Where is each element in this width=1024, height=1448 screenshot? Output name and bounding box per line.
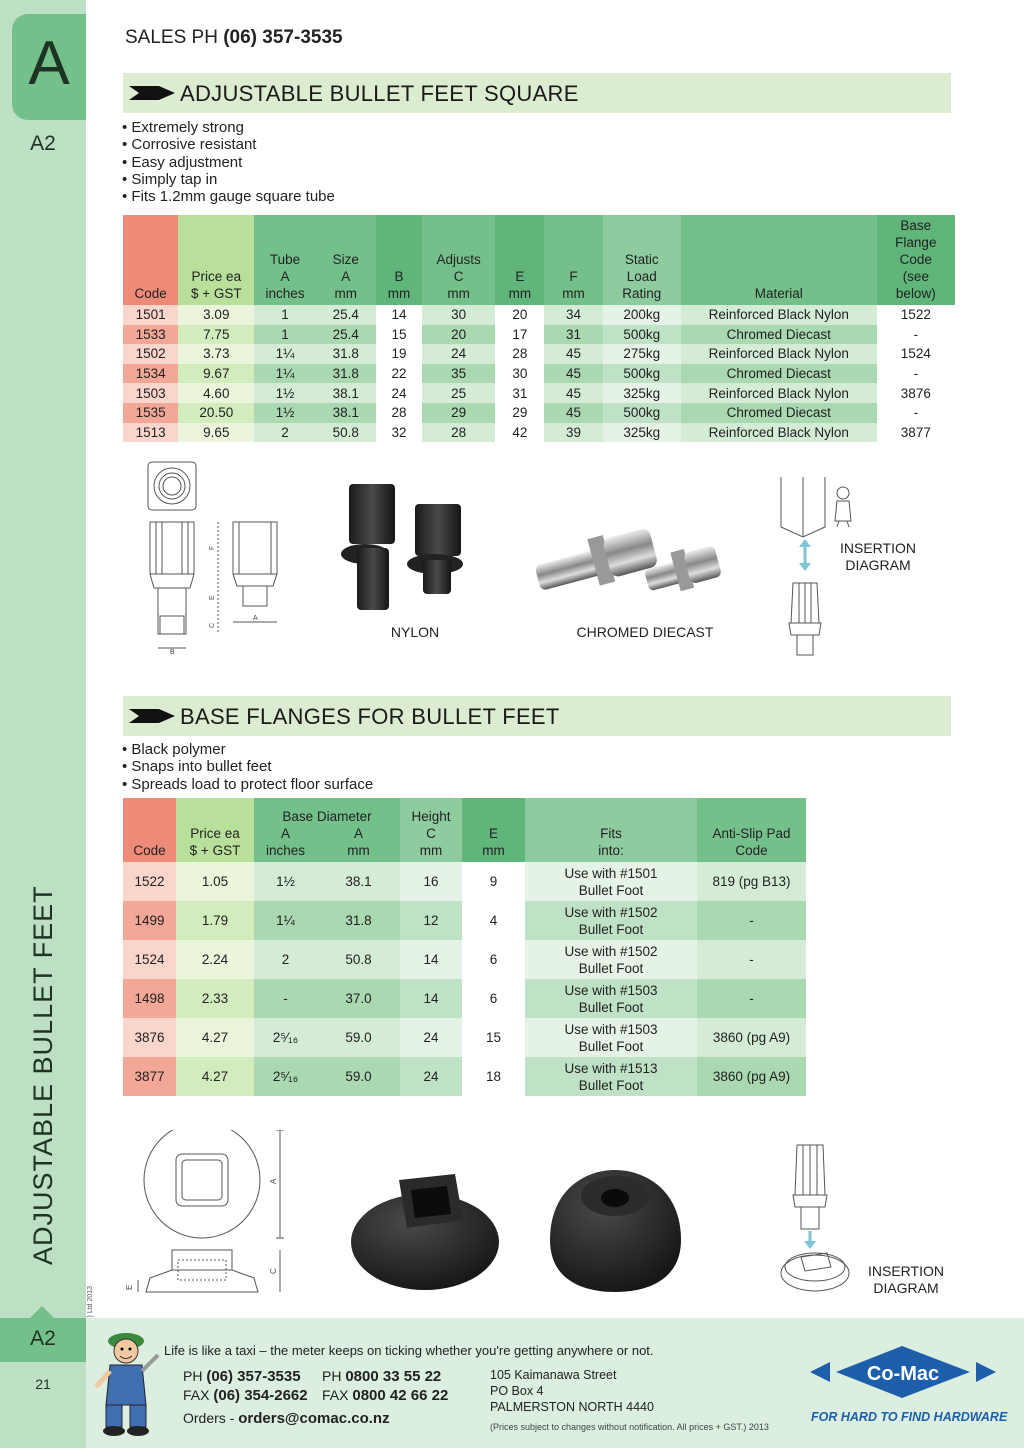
cell-height: 24 xyxy=(400,1018,462,1057)
cell-code: 3877 xyxy=(123,1057,176,1096)
cell-material: Reinforced Black Nylon xyxy=(681,305,877,325)
cell-load: 500kg xyxy=(603,364,681,384)
cell-fits: Use with #1503 Bullet Foot xyxy=(525,979,697,1018)
cell-tube: 1 xyxy=(254,325,315,345)
cell-price: 1.05 xyxy=(176,862,254,901)
cell-base: 3877 xyxy=(900,424,931,440)
header-base-diameter: Base Diameter A inches A mm xyxy=(254,798,400,862)
cell-price: 20.50 xyxy=(178,403,254,423)
cell-load: 275kg xyxy=(603,344,681,364)
cell-base: - xyxy=(913,366,919,382)
feature-list-2 xyxy=(122,741,373,793)
cell-height: 14 xyxy=(400,979,462,1018)
cell-load: 500kg xyxy=(603,403,681,423)
cell-base: - xyxy=(913,405,919,421)
cell-load: 325kg xyxy=(603,383,681,403)
cell-e: 42 xyxy=(512,424,528,440)
cell-pad: - xyxy=(697,940,806,979)
cell-f: 45 xyxy=(544,383,602,403)
dim-label-a: A xyxy=(253,615,258,622)
bullet-foot-dimension-drawing xyxy=(140,458,290,658)
cell-load: 500kg xyxy=(603,325,681,345)
cell-material: Chromed Diecast xyxy=(681,403,877,423)
cell-height: 14 xyxy=(400,940,462,979)
list-item: • Snaps into bullet feet xyxy=(122,758,373,775)
cell-material: Reinforced Black Nylon xyxy=(681,344,877,364)
cell-adjusts: 25 xyxy=(422,383,495,403)
cell-size: 25.4 xyxy=(316,325,376,345)
cell-size: 31.8 xyxy=(316,344,376,364)
cell-material: Reinforced Black Nylon xyxy=(681,423,877,443)
cell-pad: - xyxy=(697,901,806,940)
table-row xyxy=(123,901,806,940)
cell-tube: 1¼ xyxy=(254,364,315,384)
cell-price: 9.67 xyxy=(178,364,254,384)
sales-phone xyxy=(125,27,343,49)
table-row xyxy=(123,423,955,443)
header-static-load: Static Load Rating xyxy=(603,215,681,305)
cell-fits: Use with #1503 Bullet Foot xyxy=(525,1018,697,1057)
cell-inches: 2 xyxy=(254,940,317,979)
cell-pad: - xyxy=(697,979,806,1018)
cell-code: 1498 xyxy=(123,979,176,1018)
cell-b: 24 xyxy=(391,385,407,401)
cell-code: 1499 xyxy=(123,901,176,940)
header-e: E mm xyxy=(462,798,525,862)
table-row xyxy=(123,364,955,384)
cell-inches: 2⁵⁄₁₆ xyxy=(254,1057,317,1096)
address-line: 105 Kaimanawa Street xyxy=(490,1368,617,1382)
table-row xyxy=(123,862,806,901)
list-item: • Easy adjustment xyxy=(122,154,335,171)
cell-price: 1.79 xyxy=(176,901,254,940)
cell-fits: Use with #1501 Bullet Foot xyxy=(525,862,697,901)
table-row xyxy=(123,1018,806,1057)
list-item: • Black polymer xyxy=(122,741,373,758)
arrow-icon xyxy=(129,86,175,100)
cell-size: 50.8 xyxy=(316,423,376,443)
cell-code: 1501 xyxy=(123,305,178,325)
cell-f: 45 xyxy=(544,403,602,423)
cell-mm: 50.8 xyxy=(317,940,400,979)
table-row xyxy=(123,305,955,325)
cell-height: 12 xyxy=(400,901,462,940)
phone-label: PH xyxy=(183,1368,207,1384)
cell-b: 15 xyxy=(391,326,407,342)
cell-e: 18 xyxy=(485,1069,502,1084)
section-title-1: ADJUSTABLE BULLET FEET SQUARE xyxy=(180,81,579,106)
base-flanges-table xyxy=(123,798,806,1096)
cell-price: 4.27 xyxy=(176,1018,254,1057)
address-block xyxy=(490,1367,769,1435)
cell-adjusts: 24 xyxy=(422,344,495,364)
cell-pad: 819 (pg B13) xyxy=(697,862,806,901)
table-row xyxy=(123,344,955,364)
cell-b: 22 xyxy=(391,366,407,382)
list-item: • Spreads load to protect floor surface xyxy=(122,776,373,793)
phone-label: PH xyxy=(322,1368,346,1384)
cell-code: 1513 xyxy=(123,423,178,443)
tagline: FOR HARD TO FIND HARDWARE xyxy=(811,1410,1008,1424)
cell-b: 28 xyxy=(391,405,407,421)
section-title-2: BASE FLANGES FOR BULLET FEET xyxy=(180,704,560,729)
cell-adjusts: 28 xyxy=(422,423,495,443)
table-row xyxy=(123,979,806,1018)
cell-code: 1524 xyxy=(123,940,176,979)
cell-price: 2.33 xyxy=(176,979,254,1018)
cell-price: 3.09 xyxy=(178,305,254,325)
cell-load: 325kg xyxy=(603,423,681,443)
cell-code: 3876 xyxy=(123,1018,176,1057)
header-tube: Tube A inches xyxy=(254,215,315,305)
cell-e: 28 xyxy=(512,346,528,362)
arrow-icon xyxy=(129,709,175,723)
mascot-image xyxy=(92,1325,162,1437)
cell-inches: - xyxy=(254,979,317,1018)
cell-e: 31 xyxy=(512,385,528,401)
vertical-title: ADJUSTABLE BULLET FEET xyxy=(28,885,58,1265)
cell-mm: 59.0 xyxy=(317,1057,400,1096)
table-row xyxy=(123,940,806,979)
fax-label: FAX xyxy=(183,1387,214,1403)
header-b: B mm xyxy=(376,215,422,305)
cell-height: 16 xyxy=(400,862,462,901)
footer-quote: Life is like a taxi – the meter keeps on ticking whether you're getting anywhere or not. xyxy=(164,1343,654,1358)
cell-price: 9.65 xyxy=(178,423,254,443)
cell-inches: 1½ xyxy=(254,862,317,901)
dim-label-e: E xyxy=(125,1284,134,1290)
cell-inches: 1¼ xyxy=(254,901,317,940)
cell-size: 31.8 xyxy=(316,364,376,384)
list-item: • Extremely strong xyxy=(122,119,335,136)
cell-e: 9 xyxy=(489,874,498,889)
cell-code: 1535 xyxy=(123,403,178,423)
header-anti-slip-pad: Anti-Slip Pad Code xyxy=(697,798,806,862)
cell-f: 39 xyxy=(544,423,602,443)
header-material: Material xyxy=(681,215,877,305)
cell-size: 38.1 xyxy=(316,383,376,403)
list-item: • Fits 1.2mm gauge square tube xyxy=(122,188,335,205)
dim-label-b: B xyxy=(170,649,175,656)
cell-code: 1534 xyxy=(123,364,178,384)
freephone-number[interactable]: 0800 33 55 22 xyxy=(345,1368,442,1385)
cell-code: 1502 xyxy=(123,344,178,364)
cell-material: Chromed Diecast xyxy=(681,364,877,384)
cell-fits: Use with #1502 Bullet Foot xyxy=(525,940,697,979)
header-fits: Fits into: xyxy=(525,798,697,862)
insertion-caption-1: INSERTION DIAGRAM xyxy=(840,540,916,573)
table-row xyxy=(123,325,955,345)
cell-pad: 3860 (pg A9) xyxy=(697,1057,806,1096)
cell-height: 24 xyxy=(400,1057,462,1096)
cell-price: 2.24 xyxy=(176,940,254,979)
cell-mm: 31.8 xyxy=(317,901,400,940)
cell-adjusts: 30 xyxy=(422,305,495,325)
header-base-flange: Base Flange Code (see below) xyxy=(877,215,955,305)
page-number: 21 xyxy=(35,1376,51,1392)
chromed-feet-image xyxy=(525,510,725,610)
base-flange-dimension-drawing xyxy=(120,1130,300,1305)
header-height: Height C mm xyxy=(400,798,462,862)
list-item: • Corrosive resistant xyxy=(122,136,335,153)
cell-adjusts: 20 xyxy=(422,325,495,345)
header-size: Size A mm xyxy=(316,215,376,305)
cell-base: 1524 xyxy=(900,346,931,362)
contact-local xyxy=(183,1367,308,1405)
cell-fits: Use with #1502 Bullet Foot xyxy=(525,901,697,940)
logo-text: Co-Mac xyxy=(866,1363,940,1385)
cell-e: 6 xyxy=(489,991,498,1006)
sales-number: (06) 357-3535 xyxy=(223,27,343,48)
section-title-bar-2 xyxy=(123,696,951,736)
table-row xyxy=(123,383,955,403)
section-tab xyxy=(12,14,86,120)
cell-mm: 59.0 xyxy=(317,1018,400,1057)
insertion-diagram-2 xyxy=(775,1135,865,1300)
cell-tube: 1 xyxy=(254,305,315,325)
cell-size: 38.1 xyxy=(316,403,376,423)
header-e: E mm xyxy=(495,215,544,305)
header-f: F mm xyxy=(544,215,602,305)
cell-mm: 37.0 xyxy=(317,979,400,1018)
cell-tube: 1½ xyxy=(254,403,315,423)
cell-f: 45 xyxy=(544,364,602,384)
cell-e: 20 xyxy=(512,307,528,323)
insertion-caption-2: INSERTION DIAGRAM xyxy=(868,1263,944,1296)
fax-label: FAX xyxy=(322,1387,353,1403)
header-code: Code xyxy=(123,215,178,305)
cell-price: 3.73 xyxy=(178,344,254,364)
cell-fits: Use with #1513 Bullet Foot xyxy=(525,1057,697,1096)
nylon-caption: NYLON xyxy=(390,624,440,640)
orders-email-link[interactable]: orders@comac.co.nz xyxy=(238,1410,390,1427)
cell-e: 29 xyxy=(512,405,528,421)
phone-number[interactable]: (06) 357-3535 xyxy=(206,1368,301,1385)
section-title-bar-1 xyxy=(123,73,951,113)
dim-label-f: F xyxy=(209,545,216,550)
page-code-bottom: A2 xyxy=(30,1327,56,1350)
dim-label-c: C xyxy=(269,1268,278,1274)
base-flanges-image xyxy=(345,1160,715,1300)
header-code: Code xyxy=(123,798,176,862)
chromed-caption: CHROMED DIECAST xyxy=(576,624,714,640)
orders-line xyxy=(183,1409,390,1428)
freefax-number: 0800 42 66 22 xyxy=(352,1387,449,1404)
cell-adjusts: 35 xyxy=(422,364,495,384)
cell-adjusts: 29 xyxy=(422,403,495,423)
dim-label-e: E xyxy=(209,595,216,600)
dim-label-c: C xyxy=(209,622,216,628)
table-row xyxy=(123,403,955,423)
fax-number: (06) 354-2662 xyxy=(213,1387,308,1404)
cell-code: 1503 xyxy=(123,383,178,403)
cell-base: 1522 xyxy=(900,307,931,323)
cell-e: 15 xyxy=(485,1030,502,1045)
cell-tube: 1¼ xyxy=(254,344,315,364)
section-letter: A xyxy=(28,29,70,98)
cell-b: 14 xyxy=(391,307,407,323)
address-line: PO Box 4 xyxy=(490,1384,544,1398)
cell-material: Reinforced Black Nylon xyxy=(681,383,877,403)
feature-list-1 xyxy=(122,119,335,205)
cell-price: 7.75 xyxy=(178,325,254,345)
cell-b: 32 xyxy=(391,424,407,440)
cell-e: 17 xyxy=(512,326,528,342)
bullet-feet-table xyxy=(123,215,955,442)
sales-label: SALES PH xyxy=(125,27,224,48)
cell-size: 25.4 xyxy=(316,305,376,325)
price-note: (Prices subject to changes without notification. All prices + GST.) 2013 xyxy=(490,1422,769,1432)
sidebar xyxy=(0,0,86,1448)
cell-tube: 2 xyxy=(254,423,315,443)
cell-code: 1533 xyxy=(123,325,178,345)
cell-material: Chromed Diecast xyxy=(681,325,877,345)
cell-f: 45 xyxy=(544,344,602,364)
cell-load: 200kg xyxy=(603,305,681,325)
comac-logo xyxy=(810,1346,996,1398)
nylon-feet-image xyxy=(335,478,485,618)
cell-e: 6 xyxy=(489,952,498,967)
cell-e: 4 xyxy=(489,913,498,928)
page-code-top: A2 xyxy=(30,132,56,155)
cell-code: 1522 xyxy=(123,862,176,901)
cell-base: 3876 xyxy=(900,385,931,401)
list-item: • Simply tap in xyxy=(122,171,335,188)
cell-b: 19 xyxy=(391,346,407,362)
header-price: Price ea $ + GST xyxy=(176,798,254,862)
cell-f: 31 xyxy=(544,325,602,345)
cell-price: 4.27 xyxy=(176,1057,254,1096)
dim-label-a: A xyxy=(269,1178,278,1184)
cell-inches: 2⁵⁄₁₆ xyxy=(254,1018,317,1057)
header-price: Price ea $ + GST xyxy=(178,215,254,305)
header-adjusts: Adjusts C mm xyxy=(422,215,495,305)
bottom-tab xyxy=(0,1318,86,1362)
cell-e: 30 xyxy=(512,366,528,382)
contact-freephone xyxy=(322,1367,448,1405)
table-row xyxy=(123,1057,806,1096)
address-line: PALMERSTON NORTH 4440 xyxy=(490,1400,654,1414)
cell-f: 34 xyxy=(544,305,602,325)
cell-price: 4.60 xyxy=(178,383,254,403)
cell-mm: 38.1 xyxy=(317,862,400,901)
cell-pad: 3860 (pg A9) xyxy=(697,1018,806,1057)
cell-tube: 1½ xyxy=(254,383,315,403)
cell-base: - xyxy=(913,326,919,342)
orders-label: Orders - xyxy=(183,1410,239,1426)
